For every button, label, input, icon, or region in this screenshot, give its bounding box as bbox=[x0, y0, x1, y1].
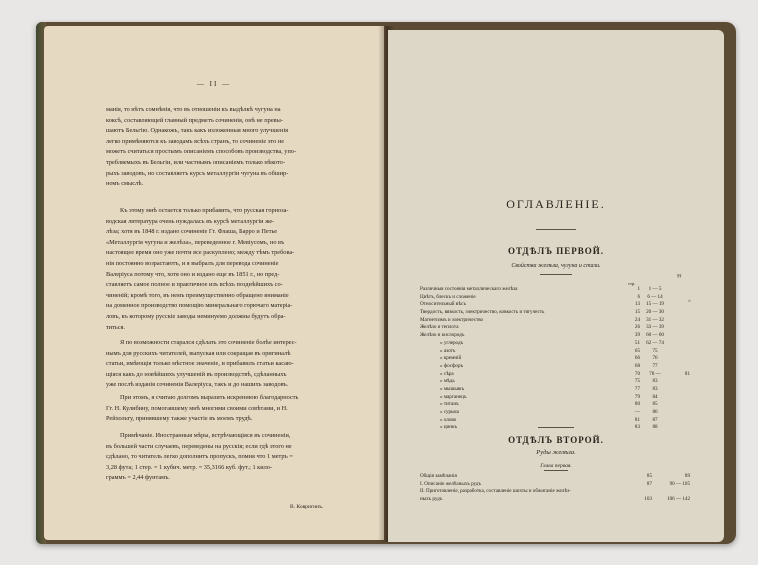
toc-entry bbox=[420, 409, 710, 417]
text-line: Примѣчаніе. Иностранныя мѣры, встрѣчающіяся въ сочиненіи, bbox=[120, 432, 291, 439]
toc-entry-label: » фосфоръ bbox=[440, 362, 464, 369]
toc-entry bbox=[420, 286, 710, 294]
toc-entry-sections: 84 bbox=[652, 393, 658, 400]
divider bbox=[540, 274, 572, 275]
text-line: въ большей части случаевъ, переведены на русскія; если гдѣ этого не bbox=[106, 442, 292, 450]
toc-entry-page: 6 bbox=[637, 293, 640, 300]
toc-entry-page: 39 bbox=[634, 332, 640, 339]
toc-entry-label: » титанъ bbox=[440, 401, 459, 408]
text-line: лѣза; хотя въ 1848 г. издано сочиненіе Гг. Флаша, Барро и Петье bbox=[106, 228, 278, 236]
divider bbox=[538, 427, 574, 428]
page-number: — II — bbox=[196, 80, 232, 88]
pencil-mark: » bbox=[688, 298, 691, 304]
toc-entry-page: 66 bbox=[634, 355, 640, 362]
paragraph bbox=[106, 338, 368, 391]
toc-entry bbox=[420, 473, 710, 481]
toc-entry-page: 65 bbox=[634, 347, 640, 354]
toc-entry-sections: 76 bbox=[652, 355, 658, 362]
toc-entry-page: 68 bbox=[634, 362, 640, 369]
toc-entry-page: — bbox=[634, 409, 640, 415]
toc-entry bbox=[420, 301, 710, 309]
text-line: настоящее время оно уже почти все раскуплено; между тѣмъ требова- bbox=[106, 249, 295, 257]
toc-entry-sections: 1 — 5 bbox=[648, 286, 662, 292]
toc-entry-label: Магнетизмъ и электричество bbox=[420, 316, 484, 323]
toc-entry-sections: 90 — 105 bbox=[669, 480, 690, 487]
text-line: граммъ = 2,44 фунтамъ. bbox=[106, 474, 170, 482]
toc-entry bbox=[420, 340, 710, 348]
toc-entry-label: » цинкъ bbox=[440, 424, 458, 431]
toc-entry-sections: 83 bbox=[652, 378, 658, 385]
text-line: водская литература очень нуждалась въ курсѣ металлургіи же- bbox=[106, 217, 275, 225]
toc-entry-label: » сѣра bbox=[440, 370, 454, 377]
text-line: Рейхольту, принявшему также участіе въ моемъ трудѣ. bbox=[106, 415, 253, 423]
toc-entry-page: 13 bbox=[634, 301, 640, 308]
toc-entry-page: 79 bbox=[634, 393, 640, 400]
text-line: легко примѣняются къ заводамъ всѣхъ странъ, то сочиненіе это не bbox=[106, 137, 284, 145]
toc-entry-label: Желѣзо и кислородъ bbox=[420, 332, 465, 339]
toc-entry bbox=[420, 424, 710, 432]
text-line: «Металлургія чугуна и желѣза», переведенное г. Мевіусомъ, но въ bbox=[106, 238, 285, 246]
toc-entry bbox=[420, 309, 710, 317]
toc-entry-sections: 20 — 30 bbox=[646, 309, 664, 316]
toc-entry bbox=[420, 363, 710, 371]
text-line: статьи, имѣющія только мѣстное значеніе, и прибавилъ статьи касаю- bbox=[106, 360, 294, 368]
toc-entry-sections: 77 bbox=[652, 362, 658, 369]
text-line: требляемыхъ въ Бельгіи, или частнымъ описаніемъ только нѣкото- bbox=[106, 158, 285, 166]
toc-entry-sections: 15 — 19 bbox=[646, 301, 664, 308]
paragraph bbox=[106, 206, 368, 333]
toc-entry bbox=[420, 332, 710, 340]
text-line: чиненій; кромѣ того, въ немъ преимущественно обращено вниманіе bbox=[106, 291, 289, 299]
text-line: ловъ, къ которому русскіе заводы неминуемо должны будутъ обра- bbox=[106, 312, 286, 320]
paragraph bbox=[106, 431, 368, 484]
text-line: манія, то нѣтъ сомнѣнія, что въ отношеніи къ выдѣлкѣ чугуна на bbox=[106, 106, 281, 113]
toc-entry-label: Различныя состоянія металлическаго желѣза bbox=[420, 286, 518, 292]
text-line: коксѣ, составляющей главный предметъ сочиненія, онѣ не превы- bbox=[106, 116, 283, 124]
text-line: нія постоянно возрастаютъ, и я выбралъ для перевода сочиненіе bbox=[106, 259, 279, 267]
text-line: При этомъ, я считаю долгомъ выразить искреннюю благодарность bbox=[120, 394, 299, 401]
toc-entry-label: » азотъ bbox=[440, 347, 456, 354]
part2-subtitle: Руды желѣза. bbox=[536, 449, 576, 456]
part1-title: ОТДѢЛЪ ПЕРВОЙ. bbox=[507, 246, 605, 256]
toc-entry-sections: 6 — 14 bbox=[647, 293, 663, 300]
toc-entry-page: 83 bbox=[634, 424, 640, 431]
toc-entry-sections: 33 — 39 bbox=[646, 324, 664, 331]
signature: В. Ковригинъ. bbox=[290, 504, 324, 510]
toc-entry-sections: 75 bbox=[652, 347, 658, 354]
text-line: можетъ считаться простымъ описаніемъ способовъ производства, упо- bbox=[106, 148, 297, 156]
text-line: шаютъ Бельгію. Однакожъ, такъ какъ изложенныя много улучшенія bbox=[106, 127, 288, 135]
text-line: Валеріуса потому что, хотя оно и издано еще въ 1851 г., но пред- bbox=[106, 270, 280, 278]
text-line: сдѣлано, то читатель легко дополнитъ пропускъ, помня что 1 метръ = bbox=[106, 453, 293, 461]
toc-entry-sections: 85 bbox=[652, 401, 658, 408]
toc-entry-label: » мышьякъ bbox=[440, 385, 465, 392]
toc-entry-label: » углеродъ bbox=[440, 339, 464, 346]
toc-entry-sections: 106 — 142 bbox=[667, 496, 690, 503]
toc-entry-label: Желѣзо и теплота bbox=[420, 324, 459, 331]
paragraph bbox=[106, 393, 368, 425]
toc-entry-label: » марганецъ bbox=[440, 393, 467, 400]
text-line: номъ смыслѣ. bbox=[106, 180, 144, 188]
toc-entry-label: ныхъ рудъ bbox=[420, 496, 443, 503]
toc-entry-page: 75 bbox=[634, 378, 640, 385]
toc-entry bbox=[420, 488, 710, 496]
toc-entry bbox=[420, 324, 710, 332]
toc-entry-page: 26 bbox=[634, 324, 640, 331]
text-line: ставляетъ самое полное и практичное изъ всѣхъ позднѣйшихъ со- bbox=[106, 281, 283, 289]
toc-entry-page: 77 bbox=[634, 385, 640, 392]
toc-entry-page: 1 bbox=[637, 286, 640, 292]
text-line: Гг. Н. Кулибину, помогавшему мнѣ многими своими совѣтами, и Н. bbox=[106, 404, 288, 412]
toc-entry-page: 70 bbox=[634, 370, 640, 377]
toc-entry-page: 15 bbox=[634, 309, 640, 316]
toc-entry-page: 24 bbox=[634, 316, 640, 323]
part2-chapter: Глава первая. bbox=[540, 463, 572, 469]
toc-entry-sections: 31 — 32 bbox=[646, 316, 664, 323]
toc-entry-page: 81 bbox=[634, 416, 640, 423]
divider bbox=[544, 470, 568, 471]
toc-entry-label: » мѣдь bbox=[440, 378, 455, 385]
toc-entry-sections: 86 bbox=[652, 409, 658, 415]
toc-entry-label: Твердость, вязкость, электричество, ковкость и тягучесть bbox=[420, 309, 545, 316]
toc-entry bbox=[420, 401, 710, 409]
text-line: 3,28 фута; 1 стер. = 1 кубич. метр. = 35,3166 куб. фут.; 1 кило- bbox=[106, 463, 272, 471]
toc-entry-sections: 87 bbox=[652, 416, 658, 423]
text-line: на доменное производство помощію минеральнаго горючаго матеріа- bbox=[106, 302, 293, 310]
toc-entry-page: 80 bbox=[634, 401, 640, 408]
contents-heading: ОГЛАВЛЕНІЕ. bbox=[506, 197, 606, 211]
toc-entry-sections: 78 — bbox=[649, 370, 661, 377]
text-line: рыхъ заводовъ, но составляетъ курсъ металлургіи чугуна въ обшир- bbox=[106, 169, 289, 177]
toc-entry-label: » олово bbox=[440, 416, 457, 423]
toc-entry-page: 85 bbox=[646, 473, 652, 479]
toc-entry-label: Общія замѣчанія bbox=[420, 473, 457, 479]
toc-entry-label: II. Приготовленіе, разработка, составленіе шихты и обжиганіе желѣз- bbox=[420, 488, 571, 495]
toc-entry bbox=[420, 496, 710, 504]
toc-entry-label: I. Описаніе желѣзныхъ рудъ bbox=[420, 480, 482, 487]
toc-entry-label: » кремній bbox=[440, 355, 462, 362]
toc-entry bbox=[420, 417, 710, 425]
paragraph bbox=[106, 105, 368, 190]
toc-entry bbox=[420, 348, 710, 356]
toc-part1 bbox=[420, 273, 710, 432]
toc-entry bbox=[420, 378, 710, 386]
toc-entry-label: » сурьма bbox=[440, 409, 459, 415]
toc-entry-label: Относительный вѣсъ bbox=[420, 301, 466, 308]
toc-entry bbox=[420, 317, 710, 325]
toc-entry bbox=[420, 371, 710, 379]
toc-entry-sections-end: 81 bbox=[684, 370, 690, 377]
text-line: титься. bbox=[106, 323, 126, 331]
part2-title: ОТДѢЛЪ ВТОРОЙ. bbox=[508, 435, 604, 445]
text-line: Къ этому мнѣ остается только прибавить, что русская горноза- bbox=[120, 207, 289, 214]
toc-entry-page: 103 bbox=[644, 496, 652, 503]
toc-part2 bbox=[420, 473, 710, 504]
toc-entry-label: Цвѣтъ, блескъ и сложеніе bbox=[420, 293, 476, 300]
left-page bbox=[44, 26, 384, 540]
text-line: Я по возможности старался сдѣлать это сочиненіе болѣе интерес- bbox=[120, 339, 297, 346]
toc-entry-sections: 83 bbox=[652, 385, 658, 392]
toc-entry-sections: 88 bbox=[652, 424, 658, 431]
part1-subtitle: Свойства желѣза, чугуна и стали. bbox=[511, 263, 601, 269]
text-line: нымъ для русскихъ читателей, выпуская или сокращая въ оригиналѣ bbox=[106, 349, 291, 357]
section-column-header: §§ bbox=[677, 273, 682, 278]
toc-entry-sections: 60 — 60 bbox=[646, 332, 664, 339]
right-page bbox=[388, 30, 724, 542]
toc-entry bbox=[420, 386, 710, 394]
page-column-header: стр. bbox=[628, 281, 636, 286]
text-line: уже послѣ изданія сочиненія Валеріуса, такъ и до нашихъ заводовъ. bbox=[106, 381, 289, 389]
toc-entry bbox=[420, 394, 710, 402]
divider bbox=[536, 229, 576, 230]
toc-entry-sections: 62 — 74 bbox=[646, 339, 664, 346]
toc-entry-page: 51 bbox=[634, 339, 640, 346]
toc-entry-sections: 89 bbox=[684, 473, 690, 479]
toc-entry-page: 87 bbox=[646, 480, 652, 487]
toc-entry bbox=[420, 355, 710, 363]
text-line: щіяся какъ до новѣйшихъ улучшеній въ производствѣ, сдѣланныхъ bbox=[106, 370, 287, 378]
